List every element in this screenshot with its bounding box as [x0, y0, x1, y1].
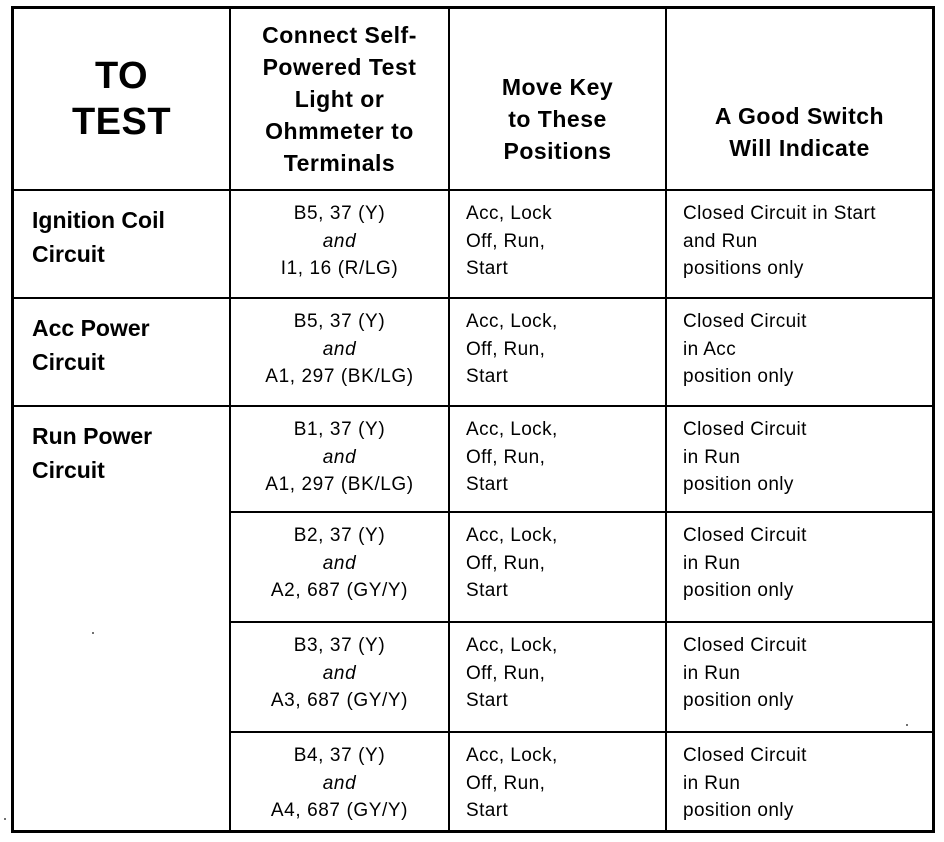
terminal-2: A1, 297 (BK/LG) — [265, 366, 414, 387]
test-acc-power-circuit — [14, 299, 229, 405]
terminal-1: B5, 37 (Y) — [293, 203, 386, 224]
indication-line: position only — [683, 366, 794, 387]
switch-test-table — [11, 6, 935, 833]
position-line: Off, Run, — [466, 772, 546, 794]
header-to-test — [14, 9, 229, 189]
header-connect-terminals — [231, 9, 448, 189]
header-line: TEST — [71, 101, 172, 143]
indication-line: in Acc — [683, 338, 737, 360]
position-line: Acc, Lock — [466, 203, 552, 224]
position-line: Start — [466, 366, 509, 387]
terminal-1: B3, 37 (Y) — [293, 635, 386, 656]
and-label: and — [322, 772, 357, 794]
position-line: Acc, Lock, — [466, 419, 558, 440]
indication-line: in Run — [683, 772, 741, 794]
indication-line: Closed Circuit — [683, 311, 807, 332]
and-label: and — [322, 338, 357, 360]
header-line: Connect Self- — [262, 22, 417, 48]
and-label: and — [322, 552, 357, 574]
terminal-2: A1, 297 (BK/LG) — [265, 474, 414, 495]
indication-line: position only — [683, 690, 794, 711]
terminal-2: A3, 687 (GY/Y) — [270, 690, 409, 711]
indication-cell — [667, 733, 932, 830]
and-label: and — [322, 662, 357, 684]
header-line: Move Key — [501, 74, 614, 100]
header-line: TO — [94, 55, 149, 97]
header-line: Terminals — [283, 150, 396, 176]
terminal-2: A2, 687 (GY/Y) — [270, 580, 409, 601]
indication-line: position only — [683, 580, 794, 601]
terminal-1: B4, 37 (Y) — [293, 745, 386, 766]
indication-cell — [667, 299, 932, 405]
position-line: Start — [466, 580, 509, 601]
test-line: Acc Power — [32, 315, 150, 341]
position-line: Off, Run, — [466, 662, 546, 684]
terminal-1: B1, 37 (Y) — [293, 419, 386, 440]
header-line: Ohmmeter to — [265, 118, 414, 144]
scan-speck — [906, 724, 908, 726]
test-line: Circuit — [32, 457, 105, 483]
position-line: Start — [466, 474, 509, 495]
positions-cell — [450, 191, 665, 297]
test-line: Ignition Coil — [32, 207, 165, 233]
indication-line: position only — [683, 800, 794, 821]
position-line: Off, Run, — [466, 338, 546, 360]
terminals-cell — [231, 299, 448, 405]
indication-cell — [667, 623, 932, 731]
terminals-cell — [231, 407, 448, 511]
terminals-cell — [231, 191, 448, 297]
terminals-cell — [231, 513, 448, 621]
terminal-1: B5, 37 (Y) — [293, 311, 386, 332]
indication-line: position only — [683, 474, 794, 495]
indication-line: positions only — [683, 258, 804, 279]
header-move-key — [450, 49, 665, 189]
position-line: Acc, Lock, — [466, 745, 558, 766]
positions-cell — [450, 513, 665, 621]
position-line: Acc, Lock, — [466, 311, 558, 332]
and-label: and — [322, 230, 357, 252]
position-line: Start — [466, 800, 509, 821]
header-line: to These — [508, 106, 607, 132]
position-line: Off, Run, — [466, 552, 546, 574]
header-line: A Good Switch — [714, 103, 885, 129]
position-line: Start — [466, 258, 509, 279]
test-line: Circuit — [32, 349, 105, 375]
position-line: Acc, Lock, — [466, 525, 558, 546]
positions-cell — [450, 299, 665, 405]
indication-line: Closed Circuit — [683, 419, 807, 440]
header-line: Light or — [294, 86, 385, 112]
scan-speck — [92, 632, 94, 634]
position-line: Off, Run, — [466, 230, 546, 252]
indication-cell — [667, 513, 932, 621]
position-line: Acc, Lock, — [466, 635, 558, 656]
header-good-switch — [667, 75, 932, 189]
terminal-1: B2, 37 (Y) — [293, 525, 386, 546]
positions-cell — [450, 623, 665, 731]
position-line: Off, Run, — [466, 446, 546, 468]
terminals-cell — [231, 623, 448, 731]
position-line: Start — [466, 690, 509, 711]
and-label: and — [322, 446, 357, 468]
indication-cell — [667, 191, 932, 297]
indication-line: in Run — [683, 446, 741, 468]
indication-line: and Run — [683, 230, 758, 252]
positions-cell — [450, 733, 665, 830]
terminal-2: A4, 687 (GY/Y) — [270, 800, 409, 821]
header-line: Positions — [503, 138, 612, 164]
indication-line: Closed Circuit — [683, 635, 807, 656]
indication-line: in Run — [683, 552, 741, 574]
positions-cell — [450, 407, 665, 511]
test-line: Run Power — [32, 423, 153, 449]
indication-line: Closed Circuit — [683, 525, 807, 546]
indication-cell — [667, 407, 932, 511]
terminals-cell — [231, 733, 448, 830]
test-ignition-coil-circuit — [14, 191, 229, 297]
header-line: Powered Test — [262, 54, 417, 80]
header-line: Will Indicate — [729, 135, 870, 161]
indication-line: Closed Circuit — [683, 745, 807, 766]
indication-line: in Run — [683, 662, 741, 684]
scan-speck — [4, 818, 6, 820]
test-run-power-circuit — [14, 407, 229, 830]
terminal-2: I1, 16 (R/LG) — [280, 258, 399, 279]
indication-line: Closed Circuit in Start — [683, 203, 876, 224]
test-line: Circuit — [32, 241, 105, 267]
